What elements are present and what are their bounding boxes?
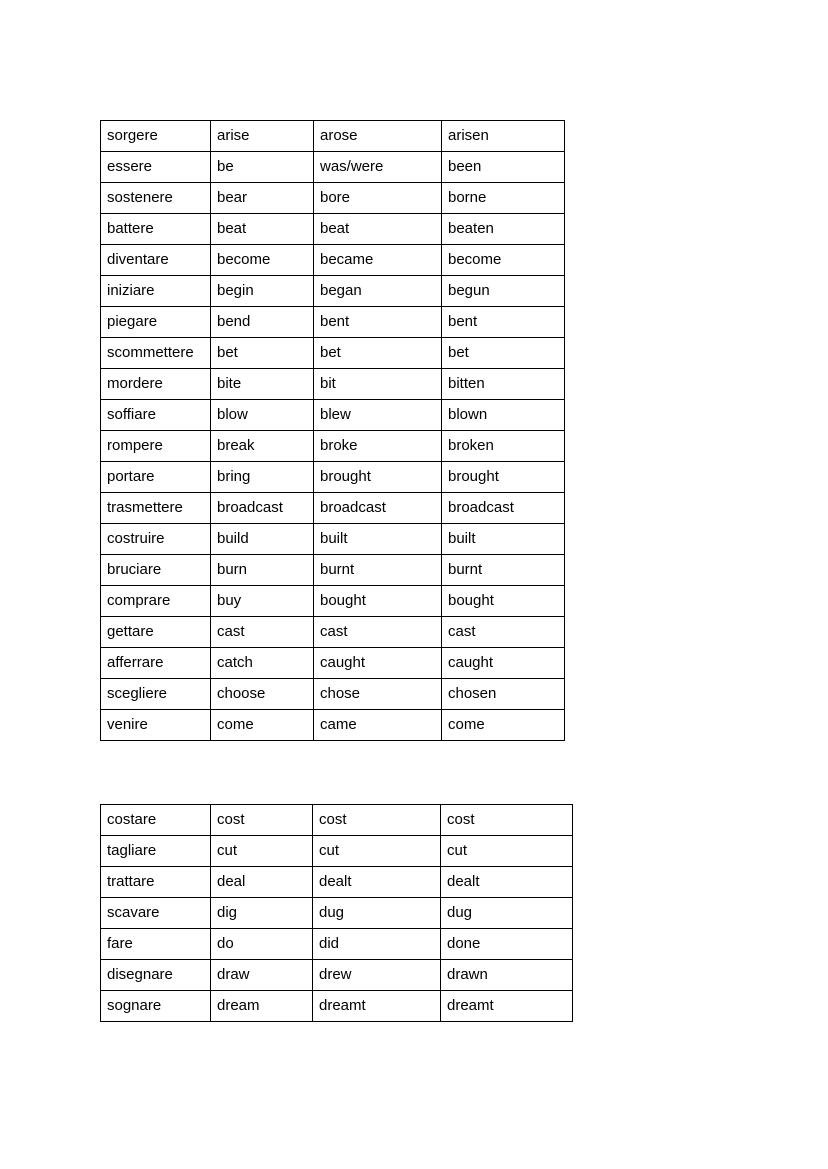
cell-past-simple: blew (314, 400, 442, 431)
cell-base-form: be (211, 152, 314, 183)
cell-italian: iniziare (101, 276, 211, 307)
table-row (101, 617, 565, 648)
cell-italian: gettare (101, 617, 211, 648)
cell-italian: sognare (101, 991, 211, 1022)
table-row (101, 960, 573, 991)
cell-past-participle: broadcast (442, 493, 565, 524)
verb-table-1 (100, 120, 565, 741)
table-row (101, 710, 565, 741)
cell-base-form: cut (211, 836, 313, 867)
cell-past-simple: broadcast (314, 493, 442, 524)
cell-past-simple: dreamt (313, 991, 441, 1022)
table-row (101, 555, 565, 586)
cell-past-simple: bit (314, 369, 442, 400)
cell-italian: battere (101, 214, 211, 245)
cell-base-form: bet (211, 338, 314, 369)
cell-base-form: come (211, 710, 314, 741)
cell-past-participle: chosen (442, 679, 565, 710)
cell-base-form: buy (211, 586, 314, 617)
cell-past-simple: brought (314, 462, 442, 493)
table-row (101, 867, 573, 898)
cell-past-participle: beaten (442, 214, 565, 245)
table-row (101, 805, 573, 836)
cell-past-simple: drew (313, 960, 441, 991)
verb-table-body (101, 805, 573, 1022)
cell-past-participle: dealt (441, 867, 573, 898)
cell-past-participle: caught (442, 648, 565, 679)
cell-italian: portare (101, 462, 211, 493)
verb-table-body (101, 121, 565, 741)
cell-italian: rompere (101, 431, 211, 462)
table-row (101, 400, 565, 431)
cell-past-participle: cast (442, 617, 565, 648)
table-row (101, 183, 565, 214)
cell-italian: costruire (101, 524, 211, 555)
cell-past-simple: was/were (314, 152, 442, 183)
cell-past-participle: begun (442, 276, 565, 307)
cell-base-form: blow (211, 400, 314, 431)
cell-past-simple: became (314, 245, 442, 276)
cell-past-participle: drawn (441, 960, 573, 991)
table-row (101, 307, 565, 338)
cell-past-simple: bought (314, 586, 442, 617)
cell-past-simple: bore (314, 183, 442, 214)
cell-past-simple: began (314, 276, 442, 307)
cell-base-form: bear (211, 183, 314, 214)
cell-past-participle: done (441, 929, 573, 960)
cell-base-form: choose (211, 679, 314, 710)
cell-past-simple: broke (314, 431, 442, 462)
cell-past-simple: came (314, 710, 442, 741)
cell-italian: soffiare (101, 400, 211, 431)
cell-past-participle: bet (442, 338, 565, 369)
cell-past-simple: dealt (313, 867, 441, 898)
cell-past-participle: dreamt (441, 991, 573, 1022)
cell-italian: tagliare (101, 836, 211, 867)
cell-italian: venire (101, 710, 211, 741)
cell-base-form: cast (211, 617, 314, 648)
cell-past-participle: bent (442, 307, 565, 338)
cell-past-simple: chose (314, 679, 442, 710)
table-row (101, 991, 573, 1022)
cell-base-form: arise (211, 121, 314, 152)
cell-italian: trasmettere (101, 493, 211, 524)
cell-past-simple: bent (314, 307, 442, 338)
table-row (101, 121, 565, 152)
cell-past-participle: broken (442, 431, 565, 462)
cell-italian: essere (101, 152, 211, 183)
table-row (101, 524, 565, 555)
cell-past-simple: beat (314, 214, 442, 245)
cell-past-participle: become (442, 245, 565, 276)
table-row (101, 276, 565, 307)
cell-italian: comprare (101, 586, 211, 617)
cell-italian: disegnare (101, 960, 211, 991)
cell-past-simple: caught (314, 648, 442, 679)
cell-italian: scegliere (101, 679, 211, 710)
cell-past-participle: been (442, 152, 565, 183)
cell-base-form: become (211, 245, 314, 276)
cell-past-simple: cast (314, 617, 442, 648)
cell-base-form: do (211, 929, 313, 960)
cell-italian: diventare (101, 245, 211, 276)
cell-past-simple: cut (313, 836, 441, 867)
table-row (101, 648, 565, 679)
cell-past-simple: did (313, 929, 441, 960)
cell-past-participle: burnt (442, 555, 565, 586)
table-row (101, 836, 573, 867)
table-row (101, 369, 565, 400)
cell-past-participle: cut (441, 836, 573, 867)
cell-italian: costare (101, 805, 211, 836)
cell-italian: mordere (101, 369, 211, 400)
cell-italian: piegare (101, 307, 211, 338)
cell-past-participle: borne (442, 183, 565, 214)
cell-italian: sostenere (101, 183, 211, 214)
cell-base-form: dig (211, 898, 313, 929)
cell-italian: scavare (101, 898, 211, 929)
cell-past-simple: arose (314, 121, 442, 152)
cell-base-form: bring (211, 462, 314, 493)
table-row (101, 586, 565, 617)
cell-past-participle: cost (441, 805, 573, 836)
table-row (101, 431, 565, 462)
cell-base-form: dream (211, 991, 313, 1022)
cell-base-form: bite (211, 369, 314, 400)
cell-italian: scommettere (101, 338, 211, 369)
cell-past-participle: arisen (442, 121, 565, 152)
cell-past-simple: bet (314, 338, 442, 369)
verb-table-2 (100, 804, 573, 1022)
cell-base-form: burn (211, 555, 314, 586)
table-row (101, 679, 565, 710)
cell-past-simple: burnt (314, 555, 442, 586)
cell-base-form: deal (211, 867, 313, 898)
cell-base-form: broadcast (211, 493, 314, 524)
cell-base-form: beat (211, 214, 314, 245)
cell-base-form: catch (211, 648, 314, 679)
cell-past-simple: built (314, 524, 442, 555)
cell-past-participle: bitten (442, 369, 565, 400)
table-row (101, 898, 573, 929)
table-row (101, 462, 565, 493)
table-row (101, 338, 565, 369)
cell-base-form: break (211, 431, 314, 462)
cell-past-participle: brought (442, 462, 565, 493)
table-row (101, 152, 565, 183)
cell-base-form: cost (211, 805, 313, 836)
cell-past-participle: blown (442, 400, 565, 431)
cell-base-form: bend (211, 307, 314, 338)
cell-base-form: build (211, 524, 314, 555)
cell-italian: sorgere (101, 121, 211, 152)
cell-italian: trattare (101, 867, 211, 898)
cell-italian: fare (101, 929, 211, 960)
cell-past-participle: come (442, 710, 565, 741)
cell-base-form: draw (211, 960, 313, 991)
cell-italian: bruciare (101, 555, 211, 586)
cell-base-form: begin (211, 276, 314, 307)
cell-past-simple: cost (313, 805, 441, 836)
cell-past-participle: built (442, 524, 565, 555)
table-row (101, 929, 573, 960)
cell-past-simple: dug (313, 898, 441, 929)
cell-italian: afferrare (101, 648, 211, 679)
table-row (101, 214, 565, 245)
table-row (101, 493, 565, 524)
cell-past-participle: dug (441, 898, 573, 929)
cell-past-participle: bought (442, 586, 565, 617)
table-row (101, 245, 565, 276)
